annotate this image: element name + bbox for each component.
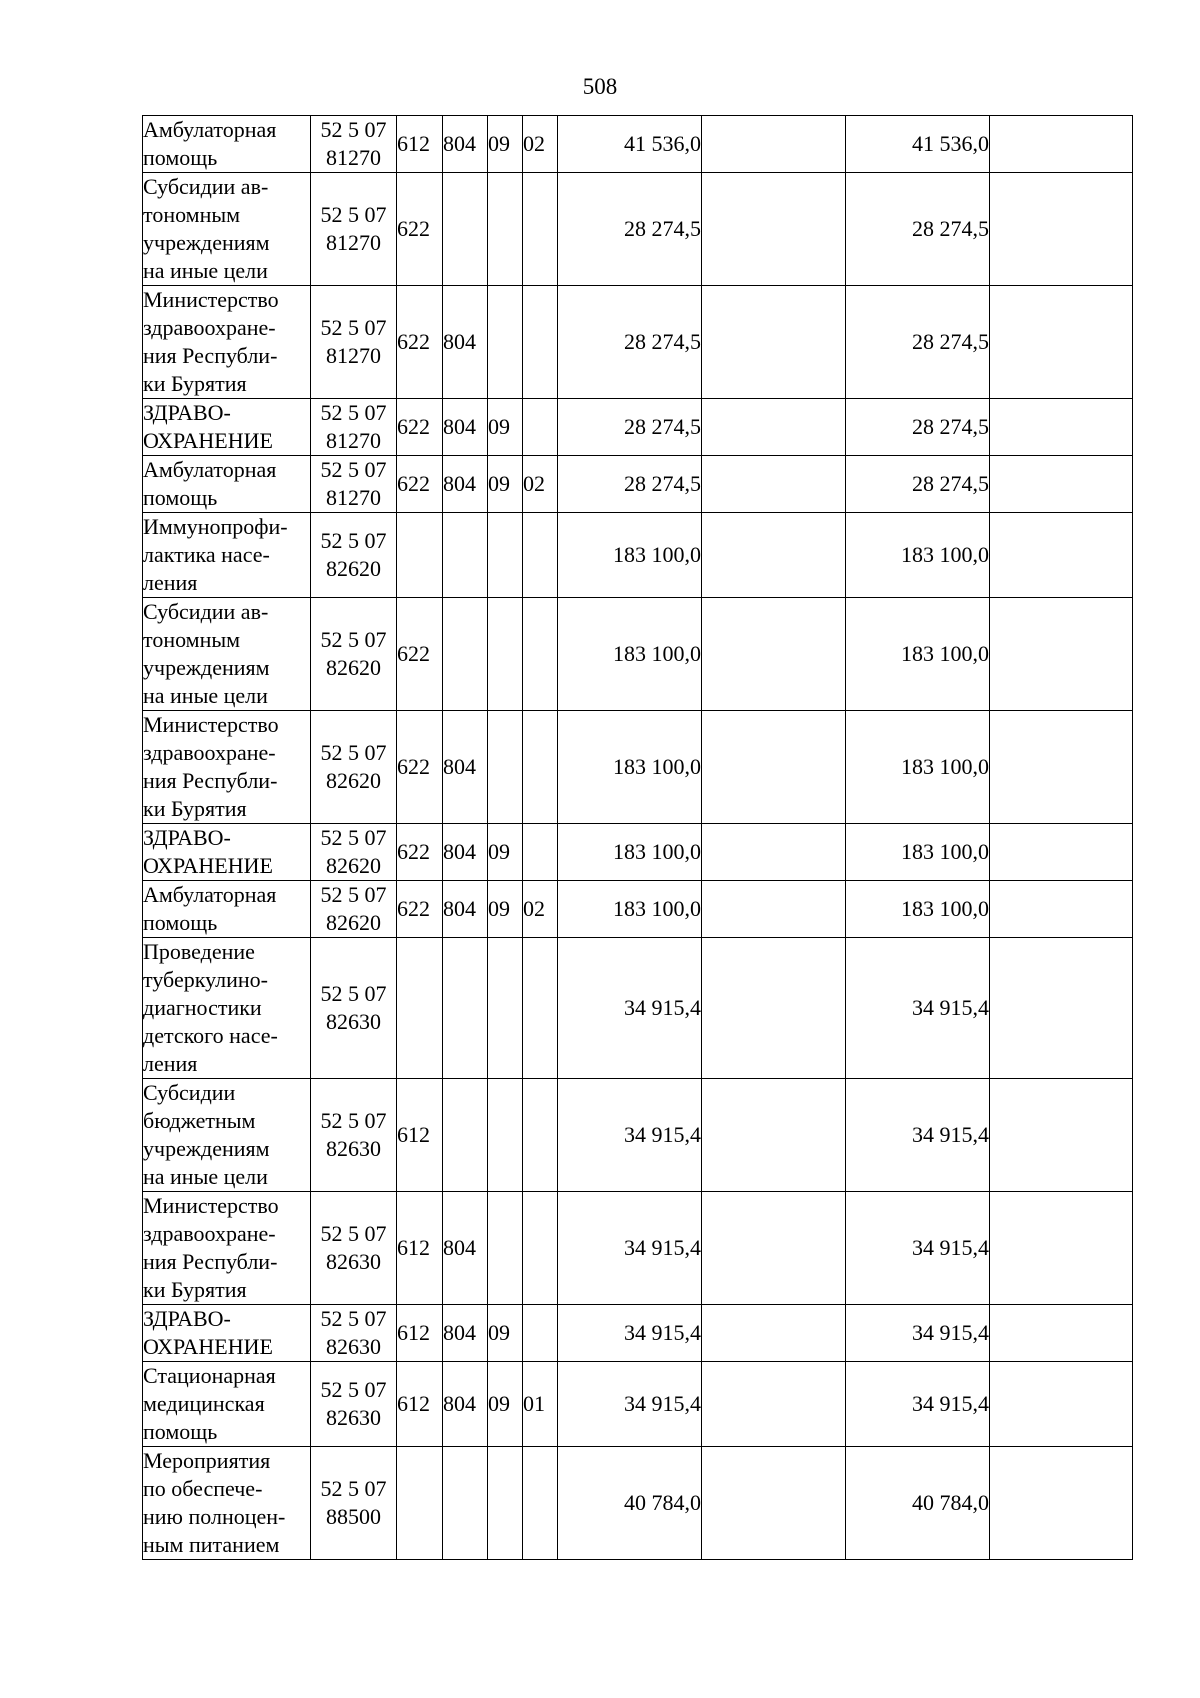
row-name-line: ки Бурятия xyxy=(143,371,247,396)
row-name-line: лактика насе- xyxy=(143,542,270,567)
amount-cell-4 xyxy=(990,711,1133,824)
row-name-line: ЗДРАВО- xyxy=(143,825,231,850)
amount-cell-3: 34 915,4 xyxy=(846,1305,990,1362)
ministry-code-cell xyxy=(443,173,488,286)
amount-cell-2 xyxy=(702,116,846,173)
row-name-line: учреждениям xyxy=(143,655,270,680)
ministry-code-cell: 804 xyxy=(443,1192,488,1305)
ministry-code-cell xyxy=(443,513,488,598)
amount-cell-1: 183 100,0 xyxy=(558,824,702,881)
row-name-line: детского насе- xyxy=(143,1023,278,1048)
amount-cell-2 xyxy=(702,173,846,286)
ministry-code-cell: 804 xyxy=(443,824,488,881)
row-name-cell xyxy=(143,1079,311,1192)
amount-cell-1: 40 784,0 xyxy=(558,1447,702,1560)
row-name-line: помощь xyxy=(143,1419,218,1444)
row-name-line: на иные цели xyxy=(143,258,268,283)
amount-cell-1: 183 100,0 xyxy=(558,711,702,824)
row-code-cell xyxy=(311,1192,397,1305)
row-code-cell xyxy=(311,286,397,399)
row-code-line: 82630 xyxy=(326,1136,381,1161)
expense-type-cell: 612 xyxy=(397,1305,443,1362)
amount-cell-1: 28 274,5 xyxy=(558,456,702,513)
ministry-code-cell xyxy=(443,1447,488,1560)
amount-cell-2 xyxy=(702,1079,846,1192)
section-cell: 09 xyxy=(488,456,523,513)
amount-cell-3: 40 784,0 xyxy=(846,1447,990,1560)
expense-type-cell: 612 xyxy=(397,1079,443,1192)
subsection-cell: 02 xyxy=(523,116,558,173)
row-name-line: Мероприятия xyxy=(143,1448,271,1473)
row-code-line: 81270 xyxy=(326,485,381,510)
amount-cell-1: 41 536,0 xyxy=(558,116,702,173)
amount-cell-1: 183 100,0 xyxy=(558,598,702,711)
ministry-code-cell: 804 xyxy=(443,711,488,824)
section-cell xyxy=(488,1192,523,1305)
subsection-cell xyxy=(523,1447,558,1560)
table-row xyxy=(143,598,1133,711)
section-cell xyxy=(488,1079,523,1192)
row-name-line: Субсидии ав- xyxy=(143,599,269,624)
row-name-line: Амбулаторная xyxy=(143,117,277,142)
row-code-line: 52 5 07 xyxy=(320,1306,387,1331)
amount-cell-4 xyxy=(990,1192,1133,1305)
row-code-line: 82630 xyxy=(326,1334,381,1359)
amount-cell-4 xyxy=(990,598,1133,711)
row-name-cell xyxy=(143,824,311,881)
row-code-line: 81270 xyxy=(326,230,381,255)
table-row xyxy=(143,116,1133,173)
ministry-code-cell xyxy=(443,598,488,711)
row-name-line: Субсидии ав- xyxy=(143,174,269,199)
section-cell xyxy=(488,1447,523,1560)
row-name-line: помощь xyxy=(143,485,218,510)
row-code-line: 81270 xyxy=(326,428,381,453)
row-code-line: 52 5 07 xyxy=(320,825,387,850)
table-row xyxy=(143,1447,1133,1560)
amount-cell-3: 183 100,0 xyxy=(846,881,990,938)
subsection-cell xyxy=(523,824,558,881)
row-name-cell xyxy=(143,1362,311,1447)
row-name-line: здравоохране- xyxy=(143,740,276,765)
subsection-cell xyxy=(523,938,558,1079)
row-code-line: 81270 xyxy=(326,343,381,368)
table-row xyxy=(143,399,1133,456)
row-name-line: ным питанием xyxy=(143,1532,280,1557)
subsection-cell xyxy=(523,598,558,711)
subsection-cell xyxy=(523,1079,558,1192)
amount-cell-4 xyxy=(990,938,1133,1079)
table-row xyxy=(143,711,1133,824)
ministry-code-cell: 804 xyxy=(443,1362,488,1447)
row-name-line: туберкулино- xyxy=(143,967,268,992)
row-code-line: 52 5 07 xyxy=(320,740,387,765)
amount-cell-1: 183 100,0 xyxy=(558,513,702,598)
amount-cell-2 xyxy=(702,456,846,513)
row-name-line: нию полноцен- xyxy=(143,1504,286,1529)
row-name-line: ОХРАНЕНИЕ xyxy=(143,428,273,453)
row-name-line: помощь xyxy=(143,145,218,170)
ministry-code-cell: 804 xyxy=(443,286,488,399)
amount-cell-1: 28 274,5 xyxy=(558,286,702,399)
amount-cell-4 xyxy=(990,1447,1133,1560)
row-code-cell xyxy=(311,1079,397,1192)
subsection-cell xyxy=(523,286,558,399)
row-name-cell xyxy=(143,598,311,711)
row-name-line: бюджетным xyxy=(143,1108,256,1133)
amount-cell-4 xyxy=(990,286,1133,399)
amount-cell-2 xyxy=(702,598,846,711)
row-code-cell xyxy=(311,824,397,881)
row-name-cell xyxy=(143,881,311,938)
expense-type-cell: 612 xyxy=(397,116,443,173)
table-row xyxy=(143,513,1133,598)
row-code-cell xyxy=(311,399,397,456)
table-row xyxy=(143,1362,1133,1447)
row-name-line: на иные цели xyxy=(143,1164,268,1189)
row-name-line: по обеспече- xyxy=(143,1476,263,1501)
section-cell: 09 xyxy=(488,881,523,938)
row-name-cell xyxy=(143,1447,311,1560)
amount-cell-2 xyxy=(702,1447,846,1560)
row-code-line: 82630 xyxy=(326,1249,381,1274)
row-code-line: 88500 xyxy=(326,1504,381,1529)
amount-cell-2 xyxy=(702,824,846,881)
row-code-cell xyxy=(311,938,397,1079)
row-code-line: 52 5 07 xyxy=(320,1108,387,1133)
row-name-line: Субсидии xyxy=(143,1080,236,1105)
expense-type-cell: 622 xyxy=(397,399,443,456)
subsection-cell xyxy=(523,399,558,456)
ministry-code-cell xyxy=(443,1079,488,1192)
amount-cell-4 xyxy=(990,1362,1133,1447)
amount-cell-4 xyxy=(990,399,1133,456)
row-name-line: Министерство xyxy=(143,287,279,312)
amount-cell-3: 183 100,0 xyxy=(846,711,990,824)
ministry-code-cell: 804 xyxy=(443,881,488,938)
amount-cell-3: 34 915,4 xyxy=(846,1192,990,1305)
amount-cell-4 xyxy=(990,881,1133,938)
amount-cell-1: 28 274,5 xyxy=(558,173,702,286)
row-code-line: 52 5 07 xyxy=(320,627,387,652)
row-code-line: 52 5 07 xyxy=(320,1221,387,1246)
row-name-line: помощь xyxy=(143,910,218,935)
amount-cell-3: 41 536,0 xyxy=(846,116,990,173)
amount-cell-1: 34 915,4 xyxy=(558,938,702,1079)
amount-cell-3: 28 274,5 xyxy=(846,456,990,513)
ministry-code-cell: 804 xyxy=(443,456,488,513)
row-name-cell xyxy=(143,513,311,598)
row-name-line: тономным xyxy=(143,627,241,652)
table-row xyxy=(143,1079,1133,1192)
row-code-line: 52 5 07 xyxy=(320,981,387,1006)
section-cell xyxy=(488,711,523,824)
row-code-line: 52 5 07 xyxy=(320,202,387,227)
row-code-cell xyxy=(311,173,397,286)
amount-cell-3: 183 100,0 xyxy=(846,598,990,711)
row-name-line: Министерство xyxy=(143,1193,279,1218)
row-code-line: 82630 xyxy=(326,1009,381,1034)
row-code-line: 82620 xyxy=(326,910,381,935)
row-name-line: тономным xyxy=(143,202,241,227)
row-name-line: Стационарная xyxy=(143,1363,276,1388)
expense-type-cell: 622 xyxy=(397,711,443,824)
row-name-line: Министерство xyxy=(143,712,279,737)
row-code-line: 82630 xyxy=(326,1405,381,1430)
amount-cell-1: 183 100,0 xyxy=(558,881,702,938)
amount-cell-4 xyxy=(990,824,1133,881)
ministry-code-cell: 804 xyxy=(443,1305,488,1362)
row-code-line: 82620 xyxy=(326,556,381,581)
row-name-cell xyxy=(143,456,311,513)
section-cell: 09 xyxy=(488,399,523,456)
subsection-cell xyxy=(523,513,558,598)
amount-cell-2 xyxy=(702,938,846,1079)
row-name-line: ния Республи- xyxy=(143,768,278,793)
subsection-cell: 01 xyxy=(523,1362,558,1447)
row-code-line: 52 5 07 xyxy=(320,528,387,553)
row-name-line: ОХРАНЕНИЕ xyxy=(143,853,273,878)
row-name-line: здравоохране- xyxy=(143,315,276,340)
section-cell: 09 xyxy=(488,1362,523,1447)
row-name-cell xyxy=(143,938,311,1079)
amount-cell-3: 28 274,5 xyxy=(846,286,990,399)
expense-type-cell xyxy=(397,513,443,598)
expense-type-cell xyxy=(397,938,443,1079)
section-cell xyxy=(488,286,523,399)
subsection-cell xyxy=(523,1192,558,1305)
table-row xyxy=(143,456,1133,513)
row-code-line: 52 5 07 xyxy=(320,315,387,340)
expense-type-cell: 622 xyxy=(397,824,443,881)
row-code-cell xyxy=(311,711,397,824)
amount-cell-1: 28 274,5 xyxy=(558,399,702,456)
row-name-line: Проведение xyxy=(143,939,255,964)
row-code-line: 52 5 07 xyxy=(320,400,387,425)
row-name-line: ОХРАНЕНИЕ xyxy=(143,1334,273,1359)
row-name-line: ЗДРАВО- xyxy=(143,1306,231,1331)
ministry-code-cell: 804 xyxy=(443,399,488,456)
table-row xyxy=(143,938,1133,1079)
amount-cell-4 xyxy=(990,173,1133,286)
section-cell: 09 xyxy=(488,824,523,881)
subsection-cell: 02 xyxy=(523,881,558,938)
amount-cell-2 xyxy=(702,881,846,938)
row-name-line: ния Республи- xyxy=(143,1249,278,1274)
subsection-cell xyxy=(523,173,558,286)
row-code-line: 52 5 07 xyxy=(320,117,387,142)
amount-cell-3: 183 100,0 xyxy=(846,513,990,598)
subsection-cell xyxy=(523,711,558,824)
row-name-line: диагностики xyxy=(143,995,262,1020)
row-code-line: 52 5 07 xyxy=(320,457,387,482)
row-code-cell xyxy=(311,116,397,173)
row-code-cell xyxy=(311,513,397,598)
amount-cell-3: 183 100,0 xyxy=(846,824,990,881)
amount-cell-2 xyxy=(702,1362,846,1447)
expense-type-cell: 622 xyxy=(397,881,443,938)
row-name-cell xyxy=(143,399,311,456)
row-name-line: ления xyxy=(143,1051,198,1076)
page-number: 508 xyxy=(582,74,618,99)
section-cell xyxy=(488,938,523,1079)
row-code-cell xyxy=(311,456,397,513)
row-name-cell xyxy=(143,116,311,173)
amount-cell-2 xyxy=(702,286,846,399)
row-code-cell xyxy=(311,1447,397,1560)
row-name-cell xyxy=(143,286,311,399)
section-cell xyxy=(488,513,523,598)
amount-cell-4 xyxy=(990,456,1133,513)
row-name-line: учреждениям xyxy=(143,230,270,255)
amount-cell-2 xyxy=(702,711,846,824)
amount-cell-3: 28 274,5 xyxy=(846,399,990,456)
amount-cell-4 xyxy=(990,1079,1133,1192)
row-name-cell xyxy=(143,711,311,824)
row-code-cell xyxy=(311,881,397,938)
row-code-line: 52 5 07 xyxy=(320,1476,387,1501)
row-code-line: 52 5 07 xyxy=(320,1377,387,1402)
row-code-line: 82620 xyxy=(326,768,381,793)
row-code-line: 82620 xyxy=(326,655,381,680)
row-name-line: ления xyxy=(143,570,198,595)
row-name-cell xyxy=(143,173,311,286)
row-code-cell xyxy=(311,1362,397,1447)
row-name-line: здравоохране- xyxy=(143,1221,276,1246)
budget-table xyxy=(142,115,1133,1560)
budget-table-body xyxy=(143,116,1133,1560)
row-code-line: 81270 xyxy=(326,145,381,170)
row-code-cell xyxy=(311,598,397,711)
row-name-line: учреждениям xyxy=(143,1136,270,1161)
row-name-line: Амбулаторная xyxy=(143,882,277,907)
expense-type-cell: 622 xyxy=(397,598,443,711)
table-row xyxy=(143,286,1133,399)
amount-cell-2 xyxy=(702,1192,846,1305)
amount-cell-4 xyxy=(990,1305,1133,1362)
amount-cell-3: 34 915,4 xyxy=(846,938,990,1079)
subsection-cell: 02 xyxy=(523,456,558,513)
row-name-cell xyxy=(143,1192,311,1305)
row-name-line: медицинская xyxy=(143,1391,265,1416)
subsection-cell xyxy=(523,1305,558,1362)
row-code-line: 52 5 07 xyxy=(320,882,387,907)
row-code-line: 82620 xyxy=(326,853,381,878)
table-row xyxy=(143,173,1133,286)
amount-cell-1: 34 915,4 xyxy=(558,1079,702,1192)
expense-type-cell: 612 xyxy=(397,1192,443,1305)
row-name-line: Амбулаторная xyxy=(143,457,277,482)
amount-cell-3: 34 915,4 xyxy=(846,1079,990,1192)
amount-cell-1: 34 915,4 xyxy=(558,1192,702,1305)
amount-cell-1: 34 915,4 xyxy=(558,1305,702,1362)
amount-cell-2 xyxy=(702,513,846,598)
amount-cell-4 xyxy=(990,513,1133,598)
section-cell: 09 xyxy=(488,116,523,173)
row-name-line: на иные цели xyxy=(143,683,268,708)
amount-cell-3: 34 915,4 xyxy=(846,1362,990,1447)
section-cell xyxy=(488,173,523,286)
ministry-code-cell: 804 xyxy=(443,116,488,173)
row-code-cell xyxy=(311,1305,397,1362)
expense-type-cell: 622 xyxy=(397,173,443,286)
amount-cell-3: 28 274,5 xyxy=(846,173,990,286)
row-name-line: ЗДРАВО- xyxy=(143,400,231,425)
table-row xyxy=(143,1305,1133,1362)
table-row xyxy=(143,1192,1133,1305)
amount-cell-4 xyxy=(990,116,1133,173)
row-name-line: ки Бурятия xyxy=(143,796,247,821)
amount-cell-2 xyxy=(702,1305,846,1362)
table-row xyxy=(143,824,1133,881)
row-name-cell xyxy=(143,1305,311,1362)
ministry-code-cell xyxy=(443,938,488,1079)
expense-type-cell: 622 xyxy=(397,286,443,399)
table-row xyxy=(143,881,1133,938)
amount-cell-1: 34 915,4 xyxy=(558,1362,702,1447)
row-name-line: ния Республи- xyxy=(143,343,278,368)
expense-type-cell: 622 xyxy=(397,456,443,513)
amount-cell-2 xyxy=(702,399,846,456)
section-cell xyxy=(488,598,523,711)
expense-type-cell xyxy=(397,1447,443,1560)
row-name-line: ки Бурятия xyxy=(143,1277,247,1302)
row-name-line: Иммунопрофи- xyxy=(143,514,288,539)
expense-type-cell: 612 xyxy=(397,1362,443,1447)
section-cell: 09 xyxy=(488,1305,523,1362)
